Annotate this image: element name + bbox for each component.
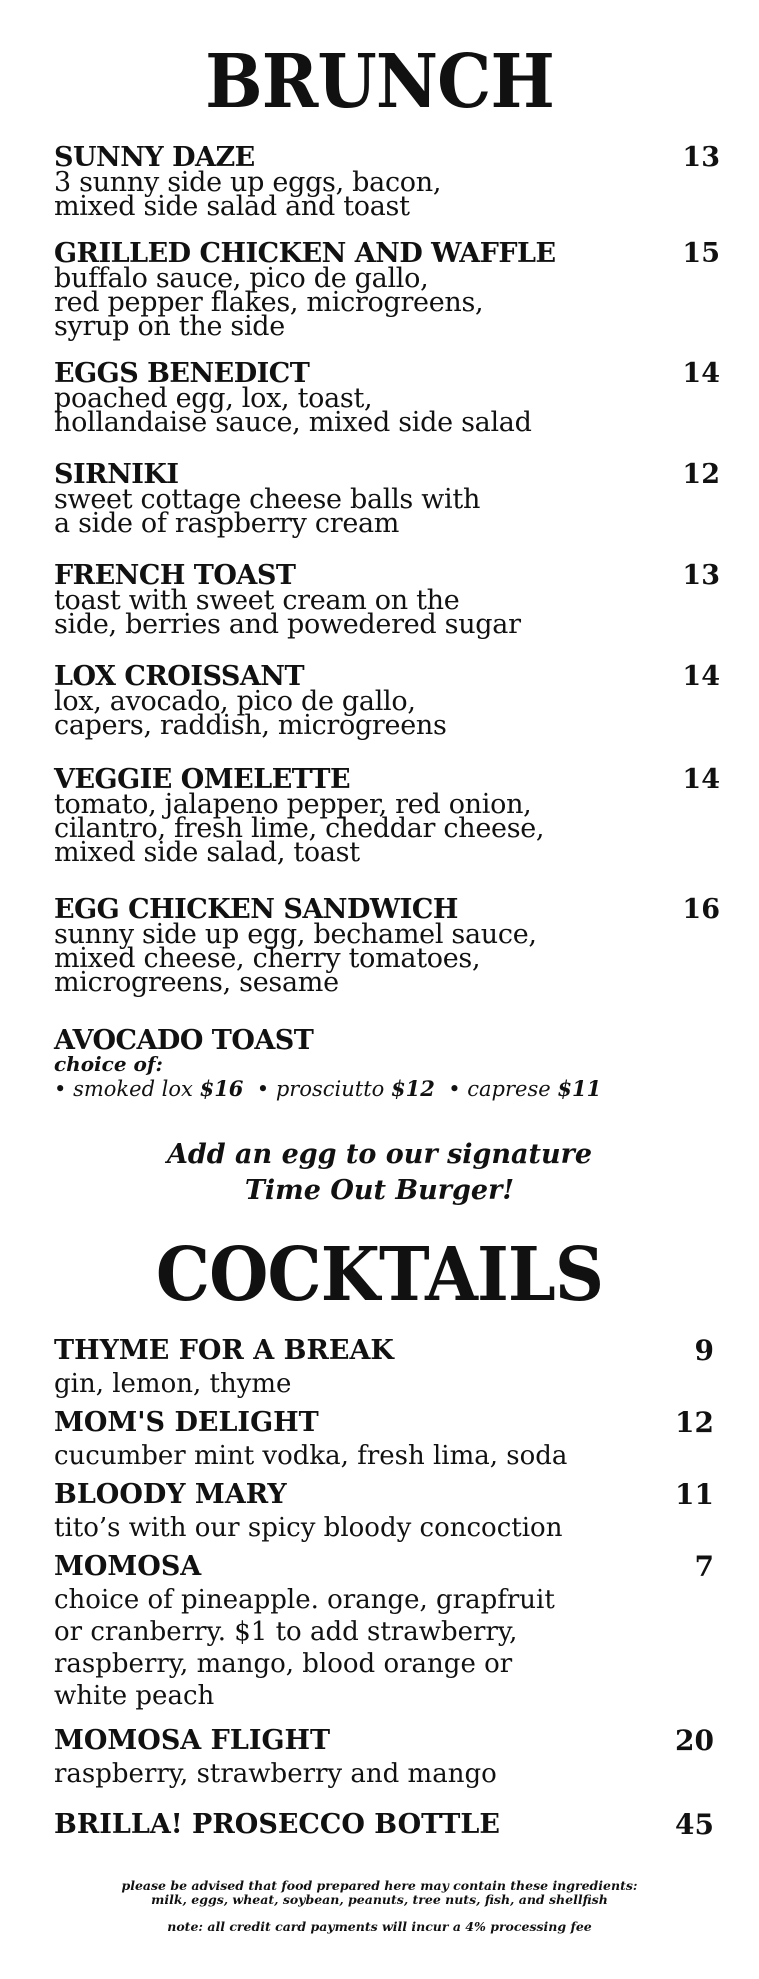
item-description: cucumber mint vodka, fresh lima, soda: [54, 1441, 568, 1471]
item-description: sunny side up egg, bechamel sauce, mixed cheese, cherry tomatoes, microgreens, sesame: [54, 919, 537, 998]
brunch-heading: BRUNCH: [205, 39, 554, 125]
choice-label: smoked lox: [73, 1077, 193, 1101]
item-description: sweet cottage cheese balls with a side of raspberry cream: [54, 484, 481, 539]
item-price: 13: [682, 142, 720, 173]
item-description: toast with sweet cream on the side, berries and powedered sugar: [54, 585, 521, 640]
item-price: 12: [682, 459, 720, 490]
menu-item: [54, 560, 720, 640]
allergy-notice: [0, 1879, 759, 1907]
item-name: GRILLED CHICKEN AND WAFFLE: [54, 238, 556, 269]
item-price: 15: [682, 238, 720, 269]
item-description: buffalo sauce, pico de gallo, red pepper flakes, microgreens, syrup on the side: [54, 263, 484, 342]
choice-bullet: •: [256, 1077, 270, 1101]
item-price: 9: [694, 1334, 714, 1367]
item-price: 13: [682, 560, 720, 591]
item-price: 14: [682, 661, 720, 692]
choice-options: [54, 1074, 714, 1104]
item-name: VEGGIE OMELETTE: [54, 764, 351, 795]
menu-item: [54, 894, 720, 998]
item-price: 7: [694, 1550, 714, 1583]
menu-item: [54, 764, 720, 868]
item-name: MOMOSA: [54, 1551, 202, 1582]
cocktail-item: [54, 1406, 714, 1472]
item-price: 20: [675, 1724, 714, 1757]
cocktail-item: [54, 1478, 714, 1544]
item-price: 11: [675, 1478, 714, 1511]
choice-label: caprese: [467, 1077, 551, 1101]
item-price: 45: [675, 1808, 714, 1841]
item-price: 16: [682, 894, 720, 925]
fee-notice: note: all credit card payments will incur a 4% processing fee: [167, 1919, 592, 1934]
item-description: raspberry, strawberry and mango: [54, 1759, 497, 1789]
item-description: gin, lemon, thyme: [54, 1369, 292, 1399]
item-name: BLOODY MARY: [54, 1479, 287, 1510]
item-name: EGGS BENEDICT: [54, 358, 310, 389]
choice-bullet: •: [54, 1077, 67, 1101]
promo-line: Add an egg to our signature: [166, 1139, 593, 1170]
item-name: EGG CHICKEN SANDWICH: [54, 894, 458, 925]
item-description: poached egg, lox, toast, hollandaise sauce, mixed side salad: [54, 383, 532, 438]
item-description: 3 sunny side up eggs, bacon, mixed side salad and toast: [54, 167, 442, 222]
menu-item: [54, 459, 720, 539]
choice-subtitle: choice of:: [54, 1052, 163, 1076]
avocado-toast-item: [54, 1025, 714, 1104]
choice-price: $16: [199, 1076, 244, 1101]
choice-price: $11: [557, 1076, 602, 1101]
item-name: THYME FOR A BREAK: [54, 1335, 394, 1366]
item-name: SUNNY DAZE: [54, 142, 255, 173]
item-name: MOMOSA FLIGHT: [54, 1725, 331, 1756]
item-name: AVOCADO TOAST: [54, 1025, 314, 1056]
cocktail-item: [54, 1334, 714, 1400]
item-price: 14: [682, 764, 720, 795]
item-name: MOM'S DELIGHT: [54, 1407, 319, 1438]
item-name: LOX CROISSANT: [54, 661, 305, 692]
item-name: BRILLA! PROSECCO BOTTLE: [54, 1809, 500, 1840]
allergy-line: milk, eggs, wheat, soybean, peanuts, tree nuts, fish, and shellfish: [151, 1892, 608, 1907]
choice-price: $12: [390, 1076, 435, 1101]
menu-item: [54, 238, 720, 342]
item-price: 12: [675, 1406, 714, 1439]
item-name: SIRNIKI: [54, 459, 179, 490]
menu-item: [54, 358, 720, 438]
promo-text: [0, 1137, 759, 1209]
promo-line: Time Out Burger!: [244, 1175, 515, 1206]
menu-item: [54, 142, 720, 222]
item-name: FRENCH TOAST: [54, 560, 296, 591]
cocktail-item: [54, 1550, 714, 1712]
item-price: 14: [682, 358, 720, 389]
item-description: choice of pineapple. orange, grapfruit or cranberry. $1 to add strawberry, raspberry, mango, blood orange or white peach: [54, 1585, 555, 1711]
cocktail-item: [54, 1808, 714, 1842]
item-description: lox, avocado, pico de gallo, capers, raddish, microgreens: [54, 686, 447, 741]
item-description: tito’s with our spicy bloody concoction: [54, 1513, 563, 1543]
cocktail-item: [54, 1724, 714, 1790]
cocktails-heading: COCKTAILS: [155, 1232, 604, 1318]
menu-item: [54, 661, 720, 741]
choice-bullet: •: [448, 1077, 461, 1101]
item-description: tomato, jalapeno pepper, red onion, cilantro, fresh lime, cheddar cheese, mixed side salad, toast: [54, 789, 545, 868]
allergy-line: please be advised that food prepared here may contain these ingredients:: [121, 1878, 638, 1893]
choice-label: prosciutto: [275, 1077, 385, 1101]
